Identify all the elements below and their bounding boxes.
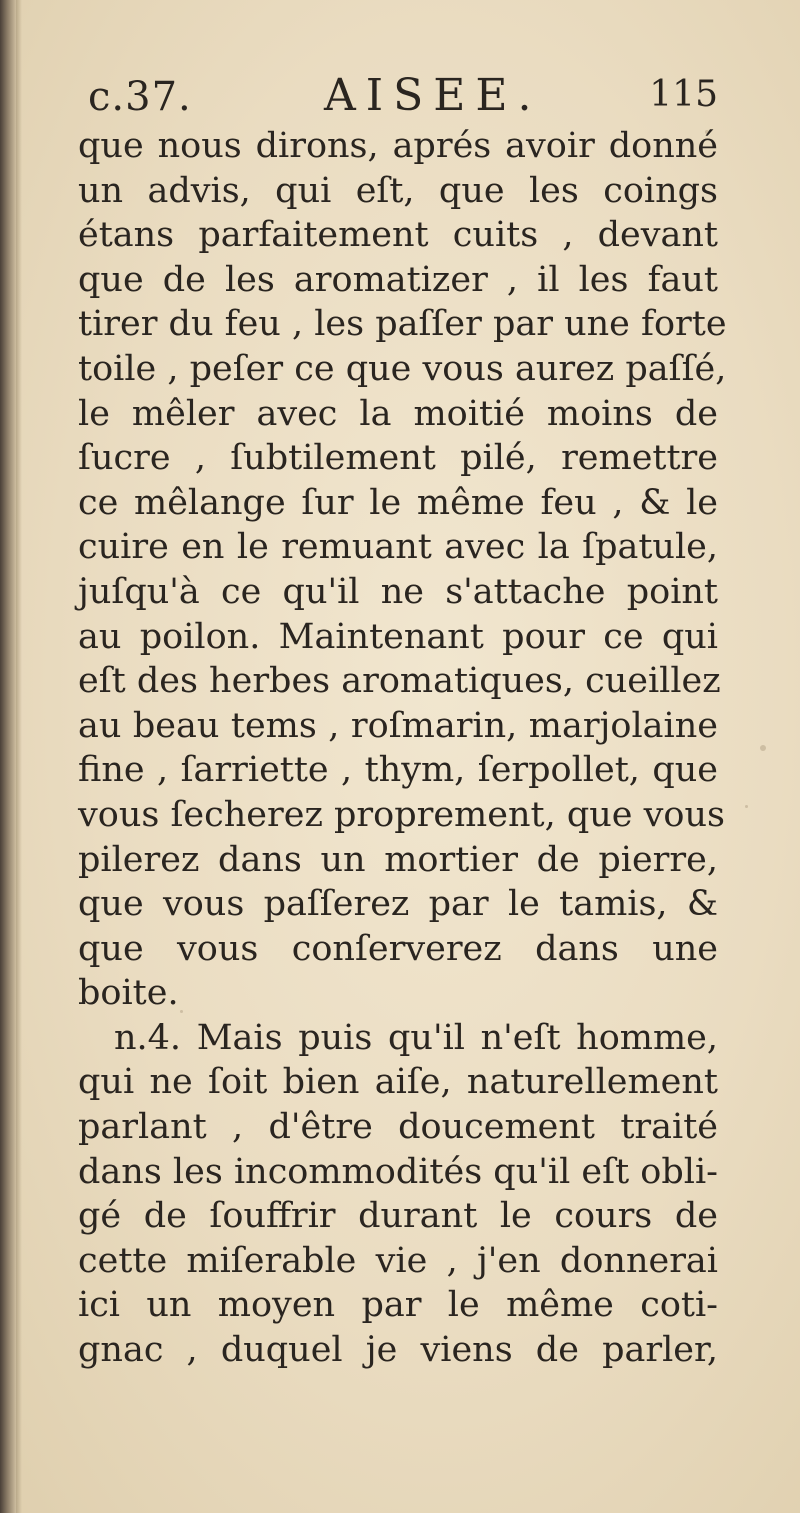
text-line: ſucre , ſubtilement pilé, remettre — [78, 438, 718, 479]
text-line: ici un moyen par le même coti- — [78, 1285, 718, 1326]
text-line: étans parfaitement cuits , devant — [78, 215, 718, 256]
text-line: que de les aromatizer , il les faut — [78, 259, 718, 300]
page-number: 115 — [649, 74, 718, 115]
paper-speck — [760, 745, 766, 751]
text-line: un advis, qui eſt, que les coings — [78, 170, 718, 211]
text-line: tirer du feu , les paſſer par une forte — [78, 304, 727, 345]
text-line: parlant , d'être doucement traité — [78, 1107, 718, 1148]
text-line: au beau tems , roſmarin, marjolaine — [78, 705, 718, 746]
running-title: AISEE. — [324, 70, 542, 121]
binding-shadow — [16, 0, 22, 1513]
text-line: dans les incommodités qu'il eſt obli- — [78, 1151, 718, 1192]
text-line: gnac , duquel je viens de parler, — [78, 1330, 718, 1371]
text-line: gé de ſouffrir durant le cours de — [78, 1196, 718, 1237]
text-line: cuire en le remuant avec la ſpatule, — [78, 527, 718, 568]
text-line: au poilon. Maintenant pour ce qui — [78, 616, 718, 657]
text-line: fine , ſarriette , thym, ſerpollet, que — [78, 750, 718, 791]
text-line: le mêler avec la moitié moins de — [78, 393, 718, 434]
text-line: ce mêlange ſur le même feu , & le — [78, 482, 718, 523]
signature-mark: c.37. — [88, 74, 192, 120]
paragraph-start-line: n.4. Mais puis qu'il n'eſt homme, — [114, 1017, 718, 1058]
body-text — [78, 124, 727, 1373]
text-line: vous ſecherez proprement, que vous — [78, 794, 725, 835]
paper-speck — [745, 805, 748, 808]
paragraph-end-line: boite. — [78, 973, 179, 1014]
text-line: juſqu'à ce qu'il ne s'attache point — [78, 571, 718, 612]
text-line: toile , peſer ce que vous aurez paſſé, — [78, 348, 727, 389]
text-line: eſt des herbes aromatiques, cueillez — [78, 661, 721, 702]
text-line: cette miſerable vie , j'en donnerai — [78, 1240, 718, 1281]
text-line: qui ne ſoit bien aiſe, naturellement — [78, 1062, 718, 1103]
text-line: que vous paſſerez par le tamis, & — [78, 884, 718, 925]
text-line: que vous conſerverez dans une — [78, 928, 718, 969]
text-line: pilerez dans un mortier de pierre, — [78, 839, 718, 880]
book-binding — [0, 0, 16, 1513]
text-line: que nous dirons, aprés avoir donné — [78, 126, 718, 166]
running-header — [88, 70, 718, 122]
